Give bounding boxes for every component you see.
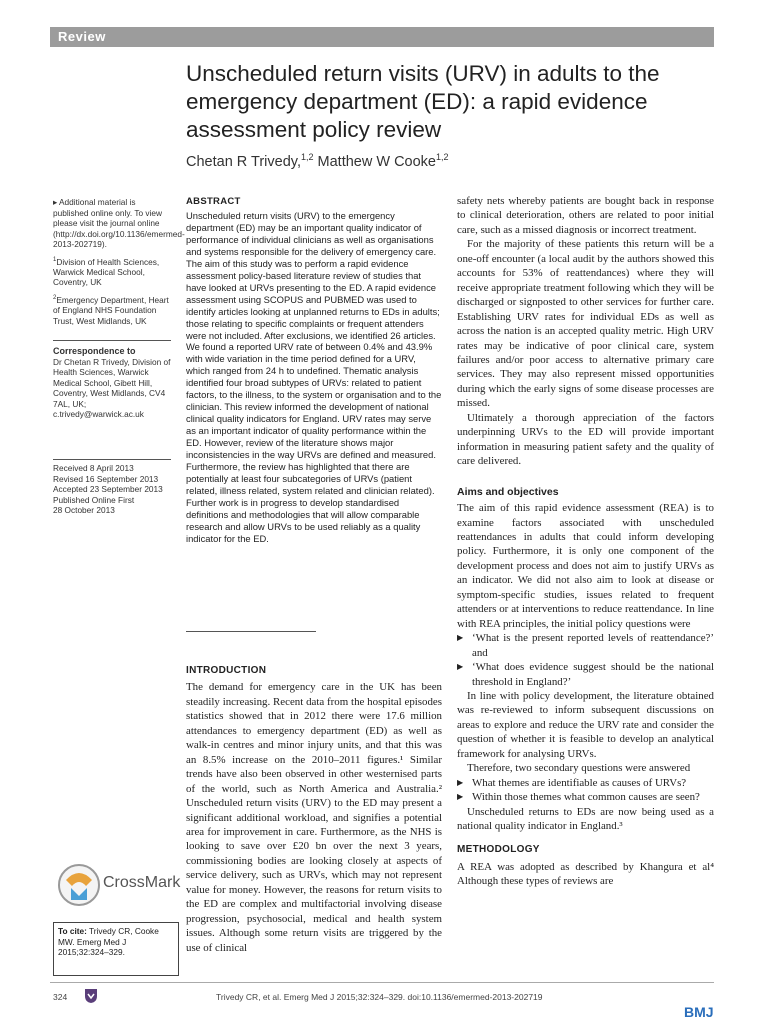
right-column [457,194,714,889]
cite-box [53,922,179,976]
author-name: Matthew W Cooke [317,153,436,170]
footer-citation: Trivedy CR, et al. Emerg Med J 2015;32:324–329. doi:10.1136/emermed-2013-202719 [216,992,543,1002]
list-item: ▶ What themes are identifiable as causes of URVs? [457,776,714,790]
paragraph: In line with policy development, the literature obtained was re-reviewed to inform subsequent discussions on areas to explore and reduce the URV rate and consider the question of whether it is feasible to develop an analytical framework for analysing URVs. [457,689,714,760]
aims-heading: Aims and objectives [457,485,559,498]
date-line: Revised 16 September 2013 [53,473,159,484]
introduction-heading: INTRODUCTION [186,665,267,676]
author-name: Chetan R Trivedy, [186,153,301,170]
paragraph: Ultimately a thorough appreciation of the factors underpinning URVs to the ED will provide important information in measuring patient safety and the quality of care delivered. [457,411,714,468]
list-item: ▶ Within those themes what common causes are seen? [457,790,714,804]
page-number: 324 [53,992,68,1002]
section-label: Review [58,29,106,44]
introduction-section [186,654,442,955]
crossmark-icon [58,862,100,908]
paragraph: Therefore, two secondary questions were answered [467,762,691,775]
cite-text: Trivedy CR, Cooke MW. Emerg Med J 2015;32:324–329. [58,926,159,957]
date-line: Received 8 April 2013 [53,463,134,473]
author-affiliation: 1,2 [436,152,449,162]
author-list [186,152,449,170]
sidebar [53,197,185,331]
date-line: Accepted 23 September 2013 [53,484,163,494]
sidebar-divider [53,459,171,460]
crossmark-badge[interactable] [58,862,181,908]
cite-label: To cite: [58,926,87,936]
article-title: Unscheduled return visits (URV) in adults to the emergency department (ED): a rapid evidence assessment policy review [186,61,660,142]
methodology-heading: METHODOLOGY [457,844,540,856]
list-item: ▶ ‘What is the present reported levels of reattendance?’ and [457,631,714,660]
list-item: ▶ ‘What does evidence suggest should be the national threshold in England?’ [457,660,714,689]
abstract-text: Unscheduled return visits (URV) to the emergency department (ED) may be an important quality indicator of performance of individual clinicians as well as organisations and systems responsible for the delivery of emergency care. The aim of this study was to perform a rapid evidence assessment policy-based literature review of studies that have looked at URVs presenting to the ED. A rapid evidence assessment using SCOPUS and PUBMED was used to identify articles looking at unplanned returns to EDs in adults; those relating to specific complaints or frequent attenders were not included. After exclusions, we identified 26 articles. We found a reported URV rate of between 0.4% and 43.9% with wide variation in the time period defined for a URV, which ranged from 24 h to undefined. Thematic analysis identified four broad subtypes of URVs: related to patient factors, to the illness, to the system or organisation and to the clinician. This review informed the development of national clinical quality indicators for England. URV rates may serve as an important indicator of quality performance within the ED. However, review of the literature shows major inconsistencies in the way URVs are defined and measured. Furthermore, the review has highlighted that there are potentially at least four subcategories of URVs (patient related, illness related, system related and clinician related). Further work is in progress to develop standardised definitions and methodologies that will allow comparable research and allow URVs to be used reliably as a quality indicator for the ED. [186,210,442,544]
secondary-questions-list [457,776,714,805]
aims-text: The aim of this rapid evidence assessment (REA) is to examine factors associated with unscheduled reattendances in adults that could inform developing policy. Furthermore, it is only one component of the development process and does not aim to justify URVs as an indicator. We did not also aim to look at disease or symptom-specific studies, issues related to frequent attenders or at interventions to reduce reattendance. In line with REA principles, the initial policy questions were [457,502,714,630]
paragraph: For the majority of these patients this return will be a one-off encounter (a local audit by the authors showed this accounts for 53% of reattendances) where they will receive appropriate treatment following which they will be discharged or signposted to other services for further care. Establishing URV rates for individual EDs as well as across the nation is an accepted quality metric. High URV rates may be indicative of poor clinical care, system failures and/or poor access to alternative primary care services. They may also represent missed opportunities during which the early signs of some disease processes are missed. [457,238,714,410]
affiliation-2: $^2$Emergency Department, Heart of England NHS Foundation Trust, West Midlands, UK [53,294,169,326]
sidebar-divider [53,340,171,341]
paragraph: Unscheduled returns to EDs are now being used as a national quality indicator in England.³ [457,805,714,833]
correspondence-heading: Correspondence to [53,346,136,356]
additional-material-note: ▸ Additional material is published online only. To view please visit the journal online (http://dx.doi.org/10.1136/emermed-2013-202719). [53,197,185,249]
abstract-divider [186,631,316,632]
policy-questions-list [457,631,714,689]
introduction-text: The demand for emergency care in the UK has been steadily increasing. Recent data from the hospital episodes statistics showed that in 2012 there were 17.6 million attendances to emergency department (ED) as well as walk-in centres and minor injury units, and that this was an 8.5% increase on the 2010–2011 figures.¹ Similar trends have also been observed in other westernised parts of the world, such as North America and Australia.² Unscheduled return visits (URV) to the ED may present a significant additional workload, and signifies a potential area for improvement in care. Furthermore, as the NHS is looking to save over £20 bn over the next 3 years, commissioning bodies are looking closely at aspects of service delivery, such as URVs, which may not represent value for money. However, the reasons for return visits to the ED are complex and multifactorial involving disease progression, psychosocial, medical and health system issues. Although some return visits are triggered by the use of clinical [186,681,442,954]
author-affiliation: 1,2 [300,152,314,162]
footer-divider [50,982,714,983]
paragraph: safety nets whereby patients are bought back in response to clinical deterioration, others are related to poor initial care, such as a missed diagnosis or incorrect treatment. [457,195,714,236]
section-banner [50,27,714,47]
affiliation-1: $^1$Division of Health Sciences, Warwick Medical School, Coventry, UK [53,256,160,288]
crossmark-label: CrossMark [103,874,181,891]
emj-shield-icon [84,988,98,1004]
correspondence-block [53,346,171,425]
date-line: Published Online First [53,494,135,505]
date-line: 28 October 2013 [53,505,115,515]
abstract-heading: ABSTRACT [186,196,241,207]
methodology-text: A REA was adopted as described by Khangura et al⁴ Although these types of reviews are [457,860,714,888]
correspondence-text: Dr Chetan R Trivedy, Division of Health Sciences, Warwick Medical School, Gibett Hill, Coventry, West Midlands, CV4 7AL, UK; c.trivedy@warwick.ac.uk [53,356,171,419]
dates-block [53,463,171,516]
bmj-logo[interactable]: BMJ [684,1004,714,1020]
